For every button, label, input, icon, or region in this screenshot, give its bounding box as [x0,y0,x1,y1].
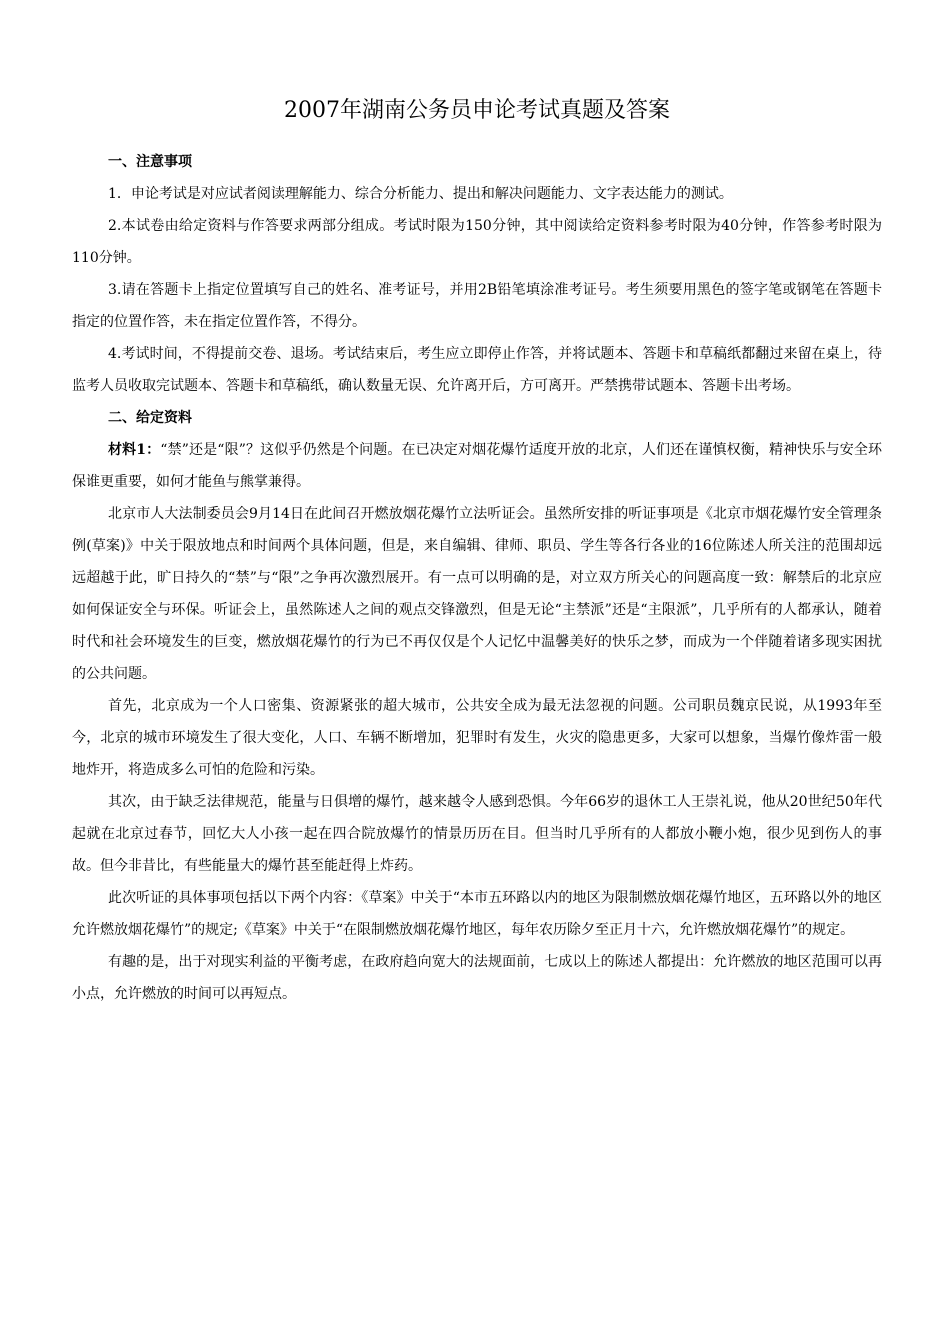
material-paragraph-2: 首先，北京成为一个人口密集、资源紧张的超大城市，公共安全成为最无法忽视的问题。公司职员魏京民说，从1993年至今，北京的城市环境发生了很大变化，人口、车辆不断增加，犯罪时有发生，火灾的隐患更多，大家可以想象，当爆竹像炸雷一般地炸开，将造成多么可怕的危险和污染。 [72,698,882,778]
material-paragraph-3: 其次，由于缺乏法律规范，能量与日俱增的爆竹，越来越令人感到恐惧。今年66岁的退休工人王崇礼说，他从20世纪50年代起就在北京过春节，回忆大人小孩一起在四合院放爆竹的情景历历在目。但当时几乎所有的人都放小鞭小炮，很少见到伤人的事故。但今非昔比，有些能量大的爆竹甚至能赶得上炸药。 [72,794,882,874]
material-label: 材料1： [108,442,161,458]
material-paragraph-5: 有趣的是，出于对现实利益的平衡考虑，在政府趋向宽大的法规面前，七成以上的陈述人都提出：允许燃放的地区范围可以再小点，允许燃放的时间可以再短点。 [72,954,882,1002]
material-paragraph-1: 北京市人大法制委员会9月14日在此间召开燃放烟花爆竹立法听证会。虽然所安排的听证事项是《北京市烟花爆竹安全管理条例(草案)》中关于限放地点和时间两个具体问题，但是，来自编辑、律师、职员、学生等各行各业的16位陈述人所关注的范围却远远超越于此，旷日持久的“禁”与“限”之争再次激烈展开。有一点可以明确的是，对立双方所关心的问题高度一致：解禁后的北京应如何保证安全与环保。听证会上，虽然陈述人之间的观点交锋激烈，但是无论“主禁派”还是“主限派”，几乎所有的人都承认，随着时代和社会环境发生的巨变，燃放烟花爆竹的行为已不再仅仅是个人记忆中温馨美好的快乐之梦，而成为一个伴随着诸多现实困扰的公共问题。 [72,506,882,682]
material-intro-text: “禁”还是“限”？这似乎仍然是个问题。在已决定对烟花爆竹适度开放的北京，人们还在谨慎权衡，精神快乐与安全环保谁更重要，如何才能鱼与熊掌兼得。 [72,442,882,490]
note-item-4: 4.考试时间，不得提前交卷、退场。考试结束后，考生应立即停止作答，并将试题本、答题卡和草稿纸都翻过来留在桌上，待监考人员收取完试题本、答题卡和草稿纸，确认数量无误、允许离开后，方可离开。严禁携带试题本、答题卡出考场。 [72,346,882,394]
material-paragraph-4: 此次听证的具体事项包括以下两个内容：《草案》中关于“本市五环路以内的地区为限制燃放烟花爆竹地区，五环路以外的地区允许燃放烟花爆竹”的规定;《草案》中关于“在限制燃放烟花爆竹地区，每年农历除夕至正月十六，允许燃放烟花爆竹”的规定。 [72,890,882,938]
note-item-3: 3.请在答题卡上指定位置填写自己的姓名、准考证号，并用2B铅笔填涂准考证号。考生须要用黑色的签字笔或钢笔在答题卡指定的位置作答，未在指定位置作答，不得分。 [72,282,882,330]
note-item-2: 2.本试卷由给定资料与作答要求两部分组成。考试时限为150分钟，其中阅读给定资料参考时限为40分钟，作答参考时限为110分钟。 [72,218,882,266]
section-heading-materials: 二、给定资料 [108,410,192,426]
document-title: 2007年湖南公务员申论考试真题及答案 [284,98,670,123]
section-heading-notes: 一、注意事项 [108,154,192,170]
material-1-intro-paragraph [72,434,882,498]
document-page [72,96,882,1010]
note-item-1: 1．申论考试是对应试者阅读理解能力、综合分析能力、提出和解决问题能力、文字表达能力的测试。 [108,186,733,202]
